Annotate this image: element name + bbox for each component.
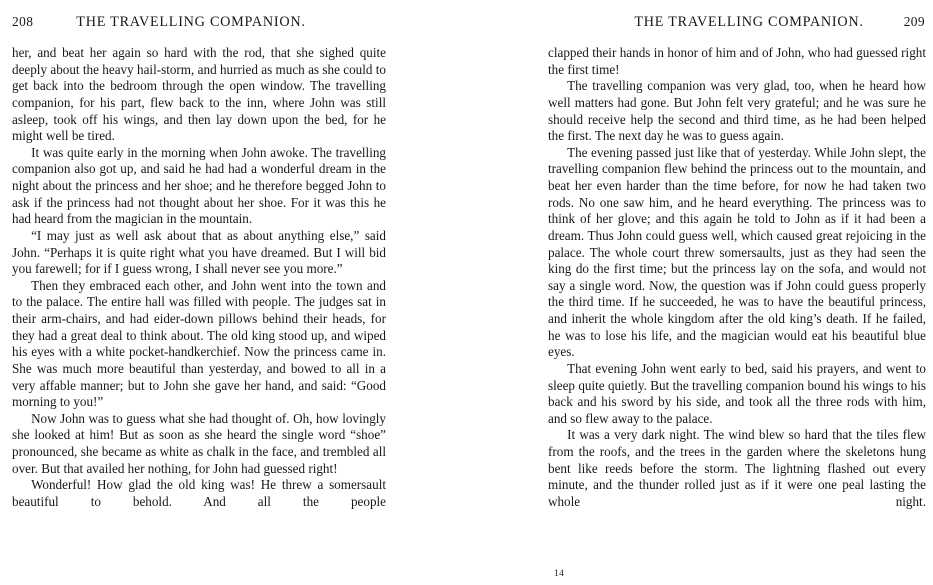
folio-left: 208 — [12, 14, 34, 29]
paragraph: The evening passed just like that of yesterday. While John slept, the travelling companion flew behind the princess out to the mountain, and beat her even harder than the time before, for now he had taken two rods. No one saw him, and he heard everything. The princess was to think of her glove; and this again he told to John as if it had been a dream. Thus John could guess well, which caused great rejoicing in the palace. The whole court threw somersaults, just as they had seen the king do the first time; but the princess lay on the sofa, and would not say a single word. Now, the question was if John could guess properly the third time. If he succeeded, he was to have the beautiful princess, and inherit the whole kingdom after the old king’s death. If he failed, he was to lose his life, and the magician would eat his beautiful blue eyes. — [548, 144, 926, 360]
running-head-left — [12, 14, 386, 32]
running-title-right: THE TRAVELLING COMPANION. — [634, 14, 864, 30]
paragraph: That evening John went early to bed, said his prayers, and went to sleep quite quietly. But the travelling companion bound his wings to his back and his sword by his side, and took all the three rods with him, and so flew away to the palace. — [548, 360, 926, 426]
page-right — [466, 0, 933, 585]
paragraph: “I may just as well ask about that as about anything else,” said John. “Perhaps it is quite right what you have dreamed. But I will bid you farewell; for if I guess wrong, I shall never see you more.” — [12, 227, 386, 277]
running-title-left: THE TRAVELLING COMPANION. — [76, 14, 306, 30]
paragraph: It was quite early in the morning when John awoke. The travelling companion also got up, and said he had had a wonderful dream in the night about the princess and her shoe; and he therefore begged John to ask if the princess had not thought about her shoe. For it was this he had heard from the magician in the mountain. — [12, 144, 386, 227]
running-head-right — [634, 14, 925, 32]
paragraph: It was a very dark night. The wind blew so hard that the tiles flew from the roofs, and the trees in the garden where the skeletons hung bent like reeds before the storm. The lightning flashed out every minute, and the thunder rolled just as if it were one peal lasting the whole night. — [548, 427, 926, 509]
paragraph: Wonderful! How glad the old king was! He threw a somersault beautiful to behold. And all the people — [12, 477, 386, 509]
folio-right: 209 — [903, 14, 925, 29]
paragraph: The travelling companion was very glad, too, when he heard how well matters had gone. But John felt very grateful; and he was sure he should receive help the second and third time, as he had been helped the first. The next day he was to guess again. — [548, 78, 926, 144]
paragraph: clapped their hands in honor of him and of John, who had guessed right the first time! — [548, 45, 926, 77]
paragraph: Now John was to guess what she had thought of. Oh, how lovingly she looked at him! But as soon as she heard the single word “shoe” pronounced, she became as white as chalk in the face, and trembled all over. But that availed her nothing, for John had guessed right! — [12, 410, 386, 476]
paragraph: her, and beat her again so hard with the rod, that she sighed quite deeply about the heavy hail-storm, and hurried as much as she could to get back into the bedroom through the open window. The travelling companion, for his part, flew back to the inn, where John was still asleep, took off his wings, and then lay down upon the bed, for he might well be tired. — [12, 45, 386, 144]
text-column-right — [548, 45, 926, 527]
text-column-left — [12, 45, 386, 527]
paragraph: Then they embraced each other, and John went into the town and to the palace. The entire hall was filled with people. The judges sat in their arm-chairs, and had eider-down pillows behind their heads, for they had a great deal to think about. The old king stood up, and wiped his eyes with a white pocket-handkerchief. Now the princess came in. She was much more beautiful than yesterday, and bowed to all in a very affable manner; but to John she gave her hand, and said: “Good morning to you!” — [12, 277, 386, 410]
signature-mark: 14 — [554, 568, 565, 579]
page-left — [0, 0, 466, 585]
